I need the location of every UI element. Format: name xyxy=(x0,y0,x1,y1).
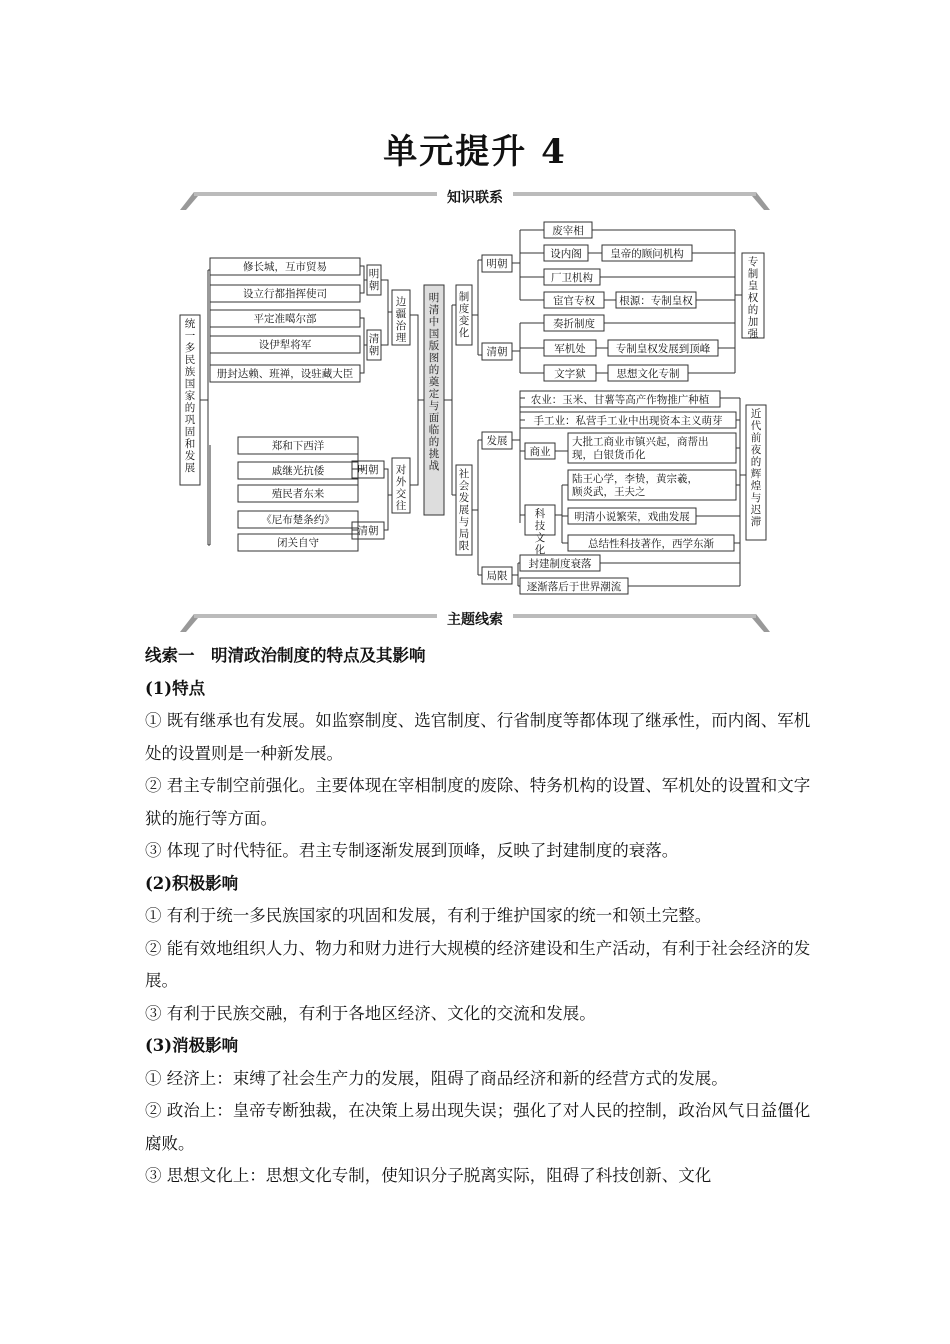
frontier-item: 平定准噶尔部 xyxy=(253,313,317,325)
section-banner-knowledge xyxy=(180,184,770,210)
banner-label: 知识联系 xyxy=(437,187,513,207)
left-root-label: 统一多民族国家的巩固和发展 xyxy=(184,318,196,474)
right-top-label: 专制皇权的加强 xyxy=(747,256,759,340)
qing-item: 军机处 xyxy=(554,343,586,355)
qing-label: 清朝 xyxy=(357,525,379,537)
ming-label: 明朝 xyxy=(486,258,508,270)
paragraph: ① 有利于统一多民族国家的巩固和发展，有利于维护国家的统一和领土完整。 xyxy=(145,906,712,925)
frontier-item: 修长城，互市贸易 xyxy=(243,261,327,273)
center-label: 明清中国版图的奠定与面临的挑战 xyxy=(428,292,440,472)
foreign-item: 《尼布楚条约》 xyxy=(261,514,335,526)
knowledge-diagram xyxy=(170,215,780,600)
limit-item: 封建制度衰落 xyxy=(528,558,592,570)
frontier-item: 设伊犁将军 xyxy=(258,339,312,351)
ming-item: 废宰相 xyxy=(552,225,584,237)
frontier-item: 设立行都指挥使司 xyxy=(243,288,327,300)
paragraph: ③ 有利于民族交融，有利于各地区经济、文化的交流和发展。 xyxy=(145,1003,596,1023)
scitech-item: 明清小说繁荣，戏曲发展 xyxy=(574,511,690,523)
qing-label: 清朝 xyxy=(368,333,380,357)
right-bottom-label: 近代前夜的辉煌与迟滞 xyxy=(750,408,762,528)
subheading: (2)积极影响 xyxy=(145,873,239,893)
scitech-item: 陆王心学，李贽，黄宗羲，顾炎武，王夫之 xyxy=(572,473,698,498)
foreign-item: 闭关自守 xyxy=(277,537,319,549)
paragraph: ② 能有效地组织人力、物力和财力进行大规模的经济建设和生产活动，有利于社会经济的发展。 xyxy=(145,938,811,990)
scitech-label: 科技文化 xyxy=(534,508,546,556)
ming-item: 宦官专权 xyxy=(553,295,595,307)
frontier-label: 边疆治理 xyxy=(395,296,407,344)
limit-item: 逐渐落后于世界潮流 xyxy=(526,581,622,593)
scitech-item: 总结性科技著作，西学东渐 xyxy=(588,538,714,550)
ming-label: 明朝 xyxy=(368,268,380,292)
subheading: (3)消极影响 xyxy=(145,1036,239,1055)
section-heading: 线索一 明清政治制度的特点及其影响 xyxy=(145,646,426,665)
limit-label: 局限 xyxy=(486,570,508,582)
section-banner-theme xyxy=(180,606,770,632)
paragraph: ③ 体现了时代特征。君主专制逐渐发展到顶峰，反映了封建制度的衰落。 xyxy=(145,841,679,860)
qing-item: 文字狱 xyxy=(554,368,586,380)
ming-item: 厂卫机构 xyxy=(551,272,593,284)
foreign-label: 对外交往 xyxy=(395,464,407,512)
banner-label: 主题线索 xyxy=(437,609,513,629)
social-dev-label: 社会发展与局限 xyxy=(458,468,470,552)
ming-item: 设内阁 xyxy=(550,248,582,260)
page-title: 单元提升 4 xyxy=(383,132,567,172)
foreign-item: 郑和下西洋 xyxy=(271,440,325,452)
agri-item: 农业：玉米、甘薯等高产作物推广种植 xyxy=(530,394,710,406)
paragraph: ② 政治上：皇帝专断独裁，在决策上易出现失误；强化了对人民的控制，政治风气日益僵化腐败。 xyxy=(145,1101,811,1153)
commerce-note: 大批工商业市镇兴起，商帮出现，白银货币化 xyxy=(572,436,709,461)
diagram-text xyxy=(185,224,762,593)
junji-note: 专制皇权发展到顶峰 xyxy=(615,343,711,355)
dev-label: 发展 xyxy=(486,435,508,447)
subheading: (1)特点 xyxy=(145,678,206,698)
commerce-label: 商业 xyxy=(529,446,551,458)
neige-note: 皇帝的顾问机构 xyxy=(610,248,684,260)
paragraph: ② 君主专制空前强化。主要体现在宰相制度的废除、特务机构的设置、军机处的设置和文字狱的施行等方面。 xyxy=(145,776,811,828)
qing-label: 清朝 xyxy=(486,346,508,358)
wenzi-note: 思想文化专制 xyxy=(616,368,680,380)
paragraph: ① 经济上：束缚了社会生产力的发展，阻碍了商品经济和新的经营方式的发展。 xyxy=(145,1068,728,1088)
foreign-item: 殖民者东来 xyxy=(271,488,325,500)
handicraft-item: 手工业：私营手工业中出现资本主义萌芽 xyxy=(533,415,723,427)
section-content xyxy=(145,640,815,1193)
qing-item: 奏折制度 xyxy=(553,318,595,330)
huanguan-note: 根源：专制皇权 xyxy=(619,295,693,307)
ming-label: 明朝 xyxy=(357,464,379,476)
paragraph: ③ 思想文化上：思想文化专制，使知识分子脱离实际，阻碍了科技创新、文化 xyxy=(145,1166,712,1185)
system-change-label: 制度变化 xyxy=(458,291,470,339)
frontier-item: 册封达赖、班禅，设驻藏大臣 xyxy=(216,368,354,380)
paragraph: ① 既有继承也有发展。如监察制度、选官制度、行省制度等都体现了继承性，而内阁、军机处的设置则是一种新发展。 xyxy=(145,711,811,763)
foreign-item: 戚继光抗倭 xyxy=(271,465,325,477)
